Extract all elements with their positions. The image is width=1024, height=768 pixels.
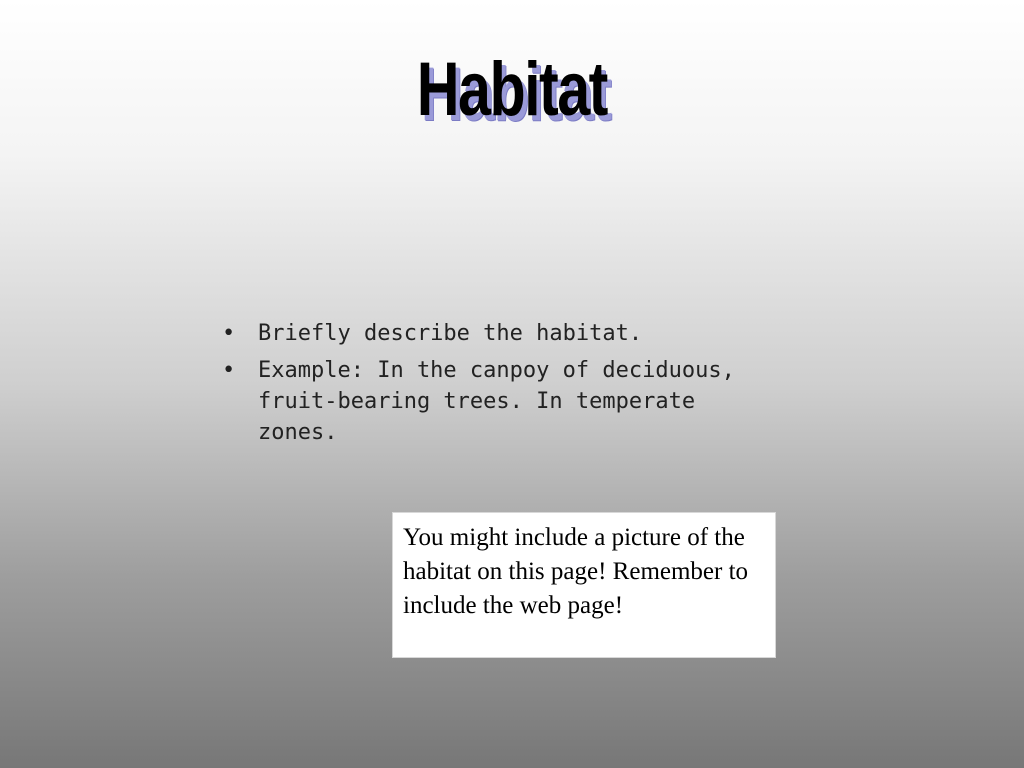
bullet-marker: • (222, 358, 236, 383)
bullet-text: Example: In the canpoy of deciduous, fruit-bearing trees. In temperate zones. (258, 358, 735, 445)
bullet-text: Briefly describe the habitat. (258, 321, 643, 346)
bullet-marker: • (222, 321, 236, 346)
bullet-list (222, 318, 782, 454)
slide-title: Habitat (416, 47, 607, 132)
note-text: You might include a picture of the habitat on this page! Remember to include the web page! (403, 524, 749, 619)
bullet-item (222, 355, 782, 448)
bullet-item (222, 318, 782, 349)
note-box (392, 512, 776, 658)
title-container (0, 47, 1024, 132)
